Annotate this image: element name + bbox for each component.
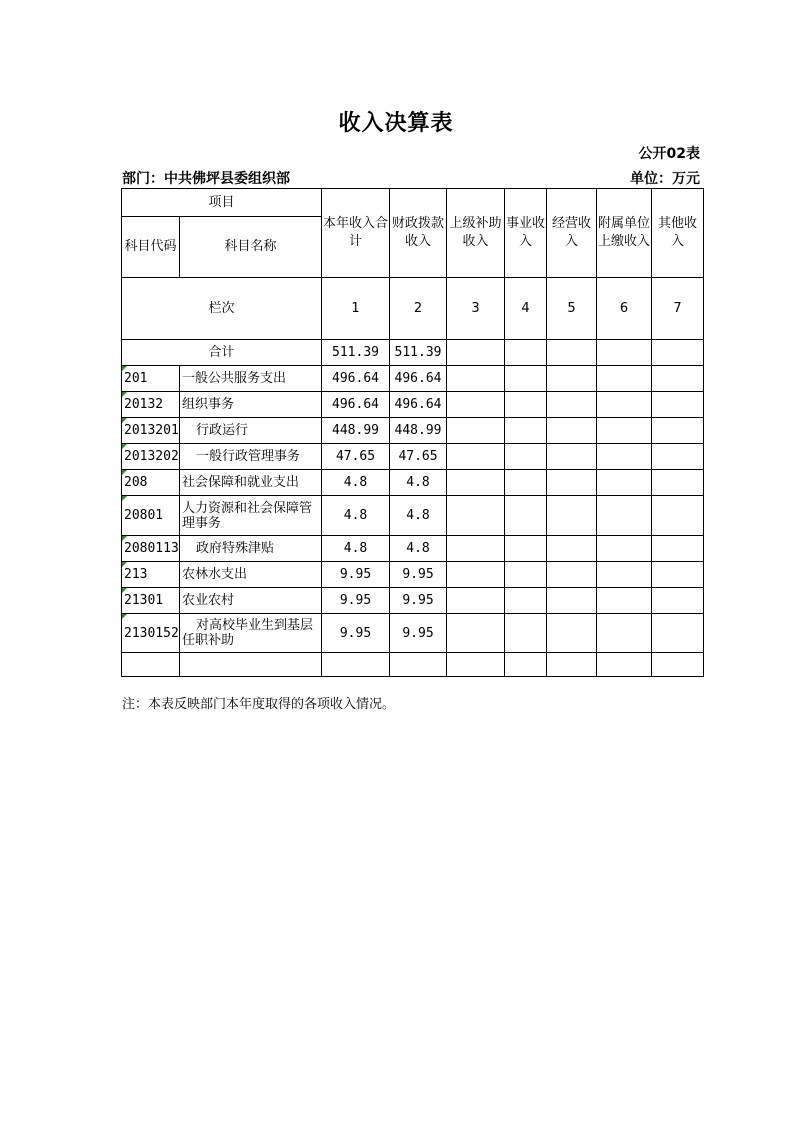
subject-name: 社会保障和就业支出 (180, 470, 322, 496)
subject-code: 2013202 (122, 444, 180, 470)
header-business: 事业收入 (505, 189, 547, 278)
header-operating: 经营收入 (547, 189, 597, 278)
total-income: 448.99 (322, 418, 390, 444)
fiscal-income: 496.64 (390, 392, 447, 418)
table-row (122, 366, 704, 392)
subject-name: 一般行政管理事务 (180, 444, 322, 470)
total-income: 47.65 (322, 444, 390, 470)
total-income: 9.95 (322, 588, 390, 614)
form-number: 公开02表 (638, 146, 700, 162)
total-income: 9.95 (322, 614, 390, 653)
header-affiliated: 附属单位上缴收入 (597, 189, 652, 278)
column-index: 5 (547, 278, 597, 340)
subject-code: 2013201 (122, 418, 180, 444)
table-row (122, 562, 704, 588)
subject-code: 208 (122, 470, 180, 496)
table-row (122, 496, 704, 536)
subject-code: 213 (122, 562, 180, 588)
subject-code: 2080113 (122, 536, 180, 562)
header-superior: 上级补助收入 (447, 189, 505, 278)
subject-name: 一般公共服务支出 (180, 366, 322, 392)
department-label: 部门：中共佛坪县委组织部 (122, 171, 290, 187)
total-income: 9.95 (322, 562, 390, 588)
fiscal-income: 9.95 (390, 588, 447, 614)
subject-code: 20801 (122, 496, 180, 536)
sum-fiscal: 511.39 (390, 340, 447, 366)
fiscal-income: 4.8 (390, 496, 447, 536)
fiscal-income: 47.65 (390, 444, 447, 470)
fiscal-income: 9.95 (390, 562, 447, 588)
sum-total: 511.39 (322, 340, 390, 366)
column-index: 3 (447, 278, 505, 340)
header-other: 其他收入 (652, 189, 704, 278)
header-name: 科目名称 (180, 217, 322, 278)
header-fiscal: 财政拨款收入 (390, 189, 447, 278)
total-income: 496.64 (322, 392, 390, 418)
column-index: 7 (652, 278, 704, 340)
fiscal-income: 9.95 (390, 614, 447, 653)
table-row (122, 536, 704, 562)
table-row (122, 444, 704, 470)
total-income: 4.8 (322, 470, 390, 496)
total-income: 4.8 (322, 496, 390, 536)
table-row (122, 614, 704, 653)
fiscal-income: 448.99 (390, 418, 447, 444)
subject-name: 政府特殊津贴 (180, 536, 322, 562)
table-row (122, 470, 704, 496)
unit-label: 单位：万元 (630, 171, 700, 187)
subject-code: 2130152 (122, 614, 180, 653)
table-row (122, 588, 704, 614)
header-total: 本年收入合计 (322, 189, 390, 278)
column-index: 1 (322, 278, 390, 340)
income-table (121, 188, 704, 677)
subject-name: 人力资源和社会保障管理事务 (180, 496, 322, 536)
subject-name: 行政运行 (180, 418, 322, 444)
subject-name: 农林水支出 (180, 562, 322, 588)
header-item: 项目 (122, 189, 322, 217)
subject-name: 组织事务 (180, 392, 322, 418)
subject-code: 20132 (122, 392, 180, 418)
page-title: 收入决算表 (338, 111, 454, 136)
fiscal-income: 496.64 (390, 366, 447, 392)
fiscal-income: 4.8 (390, 536, 447, 562)
subject-code: 21301 (122, 588, 180, 614)
column-index: 4 (505, 278, 547, 340)
column-index: 2 (390, 278, 447, 340)
table-note: 注：本表反映部门本年度取得的各项收入情况。 (122, 697, 396, 712)
fiscal-income: 4.8 (390, 470, 447, 496)
total-income: 496.64 (322, 366, 390, 392)
sum-label: 合计 (122, 340, 322, 366)
total-income: 4.8 (322, 536, 390, 562)
subject-code: 201 (122, 366, 180, 392)
sum-row (122, 340, 704, 366)
table-row (122, 418, 704, 444)
table-row (122, 392, 704, 418)
subject-name: 对高校毕业生到基层任职补助 (180, 614, 322, 653)
column-index: 6 (597, 278, 652, 340)
empty-row (122, 653, 704, 677)
header-code: 科目代码 (122, 217, 180, 278)
subject-name: 农业农村 (180, 588, 322, 614)
column-index-label: 栏次 (122, 278, 322, 340)
